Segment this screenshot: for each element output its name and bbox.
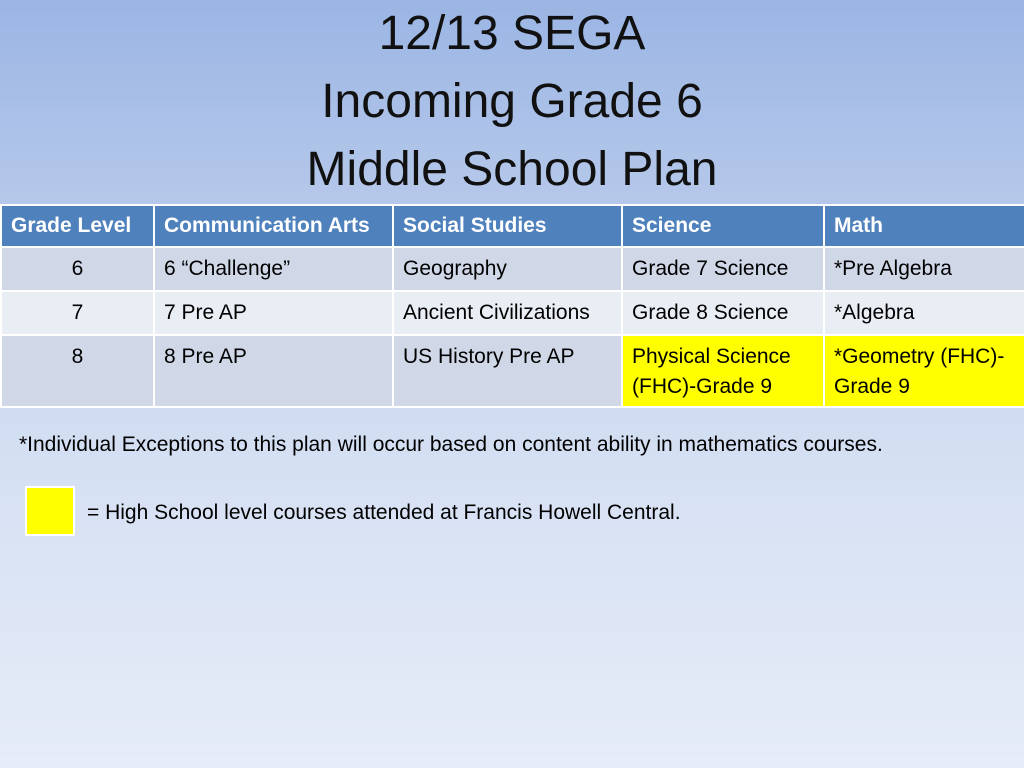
title-line-3: Middle School Plan [306,143,718,196]
legend-color-swatch [25,486,75,536]
header-social-studies: Social Studies [393,205,622,247]
cell-math-highlighted: *Geometry (FHC)-Grade 9 [824,335,1024,407]
cell-grade: 8 [1,335,154,407]
table-row [1,247,1024,291]
header-science: Science [622,205,824,247]
cell-communication-arts: 6 “Challenge” [154,247,393,291]
cell-grade: 6 [1,247,154,291]
cell-communication-arts: 7 Pre AP [154,291,393,335]
exceptions-note: *Individual Exceptions to this plan will occur based on content ability in mathematics courses. [19,433,883,456]
header-communication-arts: Communication Arts [154,205,393,247]
cell-grade: 7 [1,291,154,335]
cell-social-studies: Ancient Civilizations [393,291,622,335]
header-math: Math [824,205,1024,247]
slide-title [0,0,1024,204]
cell-math: *Algebra [824,291,1024,335]
table-row [1,335,1024,407]
cell-science-highlighted: Physical Science (FHC)-Grade 9 [622,335,824,407]
table-header-row [1,205,1024,247]
cell-math: *Pre Algebra [824,247,1024,291]
plan-table [0,204,1024,408]
legend-text: = High School level courses attended at Francis Howell Central. [87,501,681,524]
cell-science: Grade 8 Science [622,291,824,335]
cell-communication-arts: 8 Pre AP [154,335,393,407]
cell-science: Grade 7 Science [622,247,824,291]
cell-social-studies: US History Pre AP [393,335,622,407]
title-line-1: 12/13 SEGA [378,7,646,60]
cell-social-studies: Geography [393,247,622,291]
title-line-2: Incoming Grade 6 [321,75,703,128]
table-row [1,291,1024,335]
header-grade-level: Grade Level [1,205,154,247]
